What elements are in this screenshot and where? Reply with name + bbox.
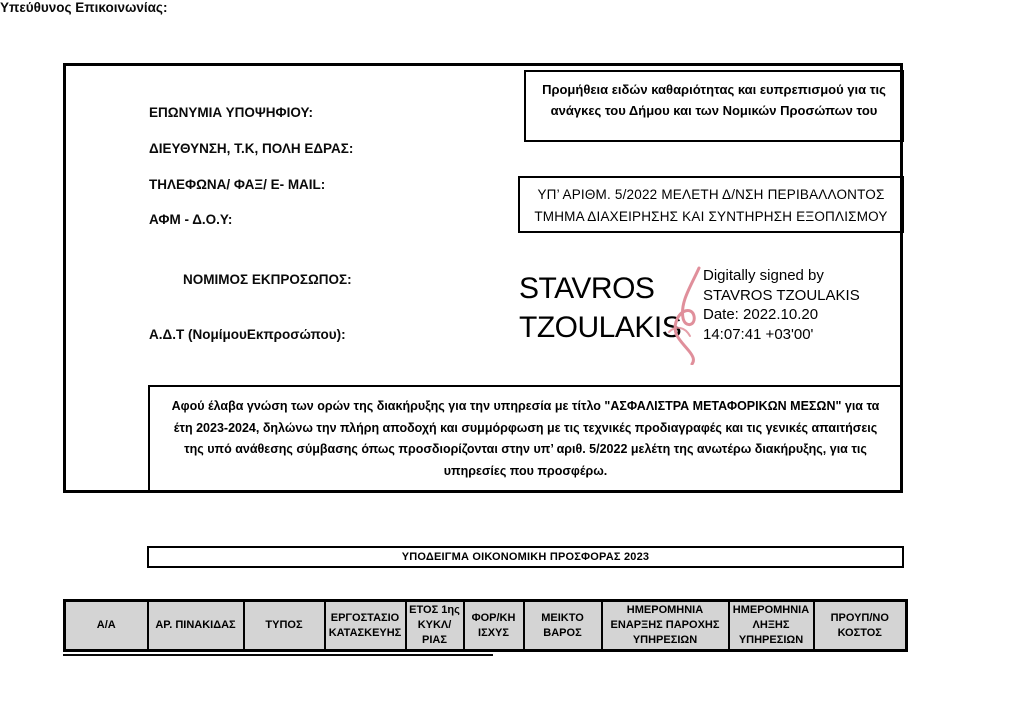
study-reference-box bbox=[518, 176, 904, 233]
procurement-subject-box bbox=[524, 70, 904, 142]
economic-offer-title-text: ΥΠΟΔΕΙΓΜΑ ΟΙΚΟΝΟΜΙΚΗ ΠΡΟΣΦΟΡΑΣ 2023 bbox=[401, 551, 650, 563]
declaration-line: υπηρεσίες που προσφέρω. bbox=[443, 463, 608, 478]
table-bottom-rule bbox=[63, 654, 493, 656]
table-header-cell-etos-kykloforias: ΕΤΟΣ 1ης ΚΥΚΛ/ΡΙΑΣ bbox=[406, 601, 464, 651]
label-nomimos-ekprosopos: ΝΟΜΙΜΟΣ ΕΚΠΡΟΣΩΠΟΣ: bbox=[183, 272, 352, 287]
label-eponymia-ypopsifiou: ΕΠΩΝΥΜΙΑ ΥΠΟΨΗΦΙΟΥ: bbox=[149, 105, 313, 120]
signature-name: STAVROS TZOULAKIS bbox=[519, 272, 682, 344]
label-tilefona-fax-email: ΤΗΛΕΦΩΝΑ/ ΦΑΞ/ Ε- MAIL: bbox=[149, 177, 326, 192]
label-ypefthynos-epikoinonias: Υπεύθυνος Επικοινωνίας: bbox=[0, 0, 168, 15]
declaration-box bbox=[148, 385, 903, 493]
table-header-cell-proypologismeno-kostos: ΠΡΟΥΠ/ΝΟ ΚΟΣΤΟΣ bbox=[814, 601, 907, 651]
declaration-line: Αφού έλαβα γνώση των ορών της διακήρυξης για την υπηρεσία με τίτλο "ΑΣΦΑΛΙΣΤΡΑ ΜΕΤΑΦΟΡΙΚΩΝ ΜΕΣΩΝ" για τα bbox=[171, 399, 880, 413]
declaration-line: της υπό ανάθεσης σύμβασης όπως προσδιορίζονται στην υπ’ αριθ. 5/2022 μελέτη της ανωτέρω διακήρυξης, για τις bbox=[184, 442, 867, 456]
procurement-subject-text: Προμήθεια ειδών καθαριότητας και ευπρεπισμού για τις ανάγκες του Δήμου και των Νομικών Προσώπων του bbox=[542, 82, 886, 118]
table-header-cell-forologiki-ischys: ΦΟΡ/ΚΗ ΙΣΧΥΣ bbox=[464, 601, 524, 651]
study-reference-text: ΥΠ’ ΑΡΙΘΜ. 5/2022 ΜΕΛΕΤΗ Δ/ΝΣΗ ΠΕΡΙΒΑΛΛΟΝΤΟΣ ΤΜΗΜΑ ΔΙΑΧΕΙΡΗΣΗΣ ΚΑΙ ΣΥΝΤΗΡΗΣΗ ΕΞΟΠΛΙΣΜΟΥ bbox=[534, 187, 888, 224]
signature-detail-line: STAVROS TZOULAKIS bbox=[703, 286, 860, 304]
digital-signature-widget[interactable] bbox=[519, 263, 904, 368]
declaration-line: έτη 2023-2024, δηλώνω την πλήρη αποδοχή και συμμόρφωση με τις τεχνικές προδιαγραφές και τις γενικές απαιτήσεις bbox=[173, 420, 878, 435]
economic-offer-table bbox=[63, 599, 908, 652]
label-dieythynsi-tk-poli-edras: ΔΙΕΥΘΥΝΣΗ, Τ.Κ, ΠΟΛΗ ΕΔΡΑΣ: bbox=[149, 141, 354, 156]
signature-detail-line: Digitally signed by bbox=[703, 267, 824, 284]
table-header-row bbox=[65, 601, 907, 651]
table-header-cell-ar-pinakidas: ΑΡ. ΠΙΝΑΚΙΔΑΣ bbox=[148, 601, 244, 651]
signature-details bbox=[703, 266, 893, 344]
signature-detail-line: 14:07:41 +03'00' bbox=[703, 325, 814, 343]
table-header-cell-meikto-varos: ΜΕΙΚΤΟ ΒΑΡΟΣ bbox=[524, 601, 602, 651]
table-header-cell-aa: Α/Α bbox=[65, 601, 148, 651]
signature-detail-line: Date: 2022.10.20 bbox=[703, 306, 819, 323]
economic-offer-title-bar bbox=[147, 546, 904, 568]
table-header-cell-typos: ΤΥΠΟΣ bbox=[244, 601, 325, 651]
table-header-cell-imerominia-lixis: ΗΜΕΡΟΜΗΝΙΑ ΛΗΞΗΣ ΥΠΗΡΕΣΙΩΝ bbox=[729, 601, 814, 651]
label-afm-doy: ΑΦΜ - Δ.Ο.Υ: bbox=[149, 212, 233, 227]
label-adt-nomimou-ekprosopou: Α.Δ.Τ (ΝομίμουΕκπροσώπου): bbox=[149, 327, 346, 342]
table-header-cell-imerominia-enarxis: ΗΜΕΡΟΜΗΝΙΑ ΕΝΑΡΞΗΣ ΠΑΡΟΧΗΣ ΥΠΗΡΕΣΙΩΝ bbox=[602, 601, 729, 651]
table-header-cell-ergostasio: ΕΡΓΟΣΤΑΣΙΟ ΚΑΤΑΣΚΕΥΗΣ bbox=[325, 601, 406, 651]
